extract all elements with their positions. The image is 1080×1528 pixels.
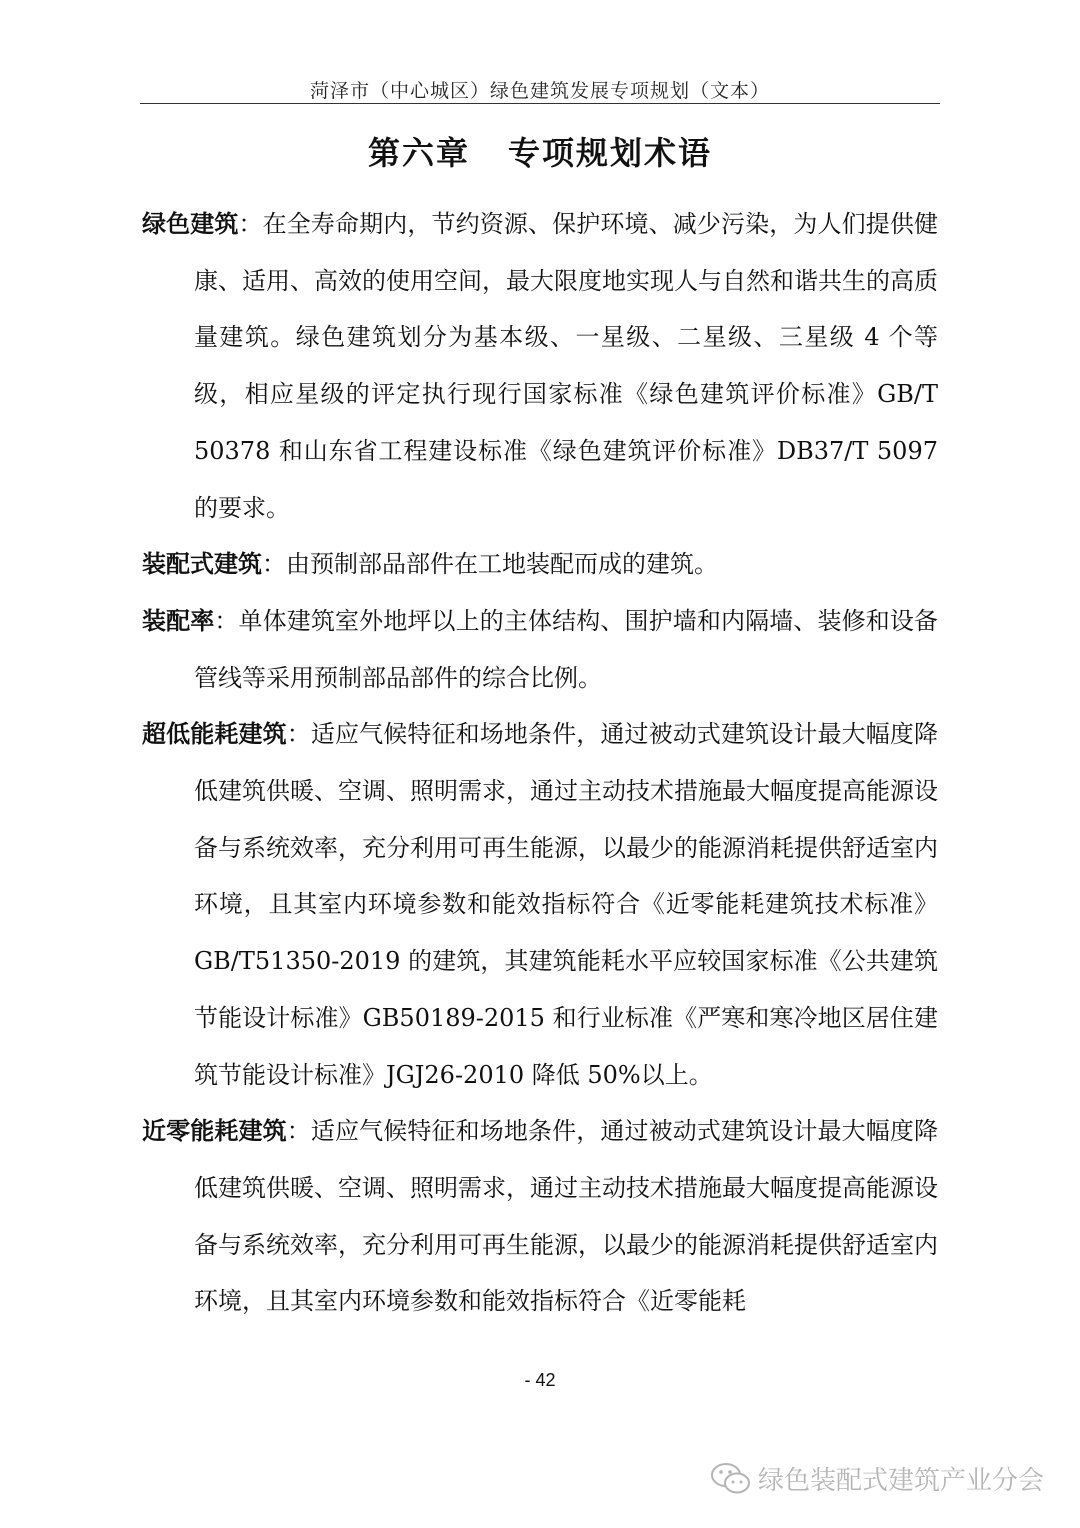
term-assembly-rate bbox=[142, 593, 938, 706]
term-name: 近零能耗建筑 bbox=[142, 1117, 287, 1146]
page-number: - 42 bbox=[524, 1370, 556, 1390]
term-nearly-zero-energy-building bbox=[142, 1103, 938, 1330]
term-ultra-low-energy-building bbox=[142, 706, 938, 1103]
term-definition: ：适应气候特征和场地条件，通过被动式建筑设计最大幅度降低建筑供暖、空调、照明需求，通过主动技术措施最大幅度提高能源设备与系统效率，充分利用可再生能源，以最少的能源消耗提供舒适室内环境，且其室内环境参数和能效指标符合《近零能耗建筑技术标准》GB/T51350-2019 的建筑，其建筑能耗水平应较国家标准《公共建筑节能设计标准》GB50189-2015 和行业标准《严寒和寒冷地区居住建筑节能设计标准》JGJ26-2010 降低 50%以上。 bbox=[194, 720, 938, 1089]
term-name: 装配式建筑 bbox=[142, 550, 262, 579]
watermark-text: 绿色装配式建筑产业分会 bbox=[757, 1466, 1044, 1496]
term-prefabricated-building bbox=[142, 536, 938, 593]
term-name: 超低能耗建筑 bbox=[142, 720, 287, 749]
term-definition: ：在全寿命期内，节约资源、保护环境、减少污染，为人们提供健康、适用、高效的使用空间，最大限度地实现人与自然和谐共生的高质量建筑。绿色建筑划分为基本级、一星级、二星级、三星级 4 个等级，相应星级的评定执行现行国家标准《绿色建筑评价标准》GB/T 50378 和山东省工程建设标准《绿色建筑评价标准》DB37/T 5097 的要求。 bbox=[194, 210, 938, 522]
term-definition: ：适应气候特征和场地条件，通过被动式建筑设计最大幅度降低建筑供暖、空调、照明需求，通过主动技术措施最大幅度提高能源设备与系统效率，充分利用可再生能源，以最少的能源消耗提供舒适室内环境，且其室内环境参数和能效指标符合《近零能耗 bbox=[194, 1117, 938, 1316]
wechat-icon bbox=[710, 1462, 752, 1496]
running-header: 菏泽市（中心城区）绿色建筑发展专项规划（文本） bbox=[309, 80, 770, 102]
watermark bbox=[710, 1460, 1044, 1497]
term-name: 绿色建筑 bbox=[142, 210, 239, 238]
chapter-name: 专项规划术语 bbox=[508, 134, 713, 172]
term-name: 装配率 bbox=[142, 606, 215, 635]
term-green-building bbox=[142, 196, 938, 536]
term-definition: ：单体建筑室外地坪以上的主体结构、围护墙和内隔墙、装修和设备管线等采用预制部品部件的综合比例。 bbox=[194, 606, 938, 692]
header-rule bbox=[140, 103, 940, 104]
term-list bbox=[142, 196, 938, 1330]
term-definition: ：由预制部品部件在工地装配而成的建筑。 bbox=[262, 550, 718, 579]
chapter-title bbox=[0, 128, 1080, 174]
chapter-number: 第六章 bbox=[367, 134, 470, 172]
